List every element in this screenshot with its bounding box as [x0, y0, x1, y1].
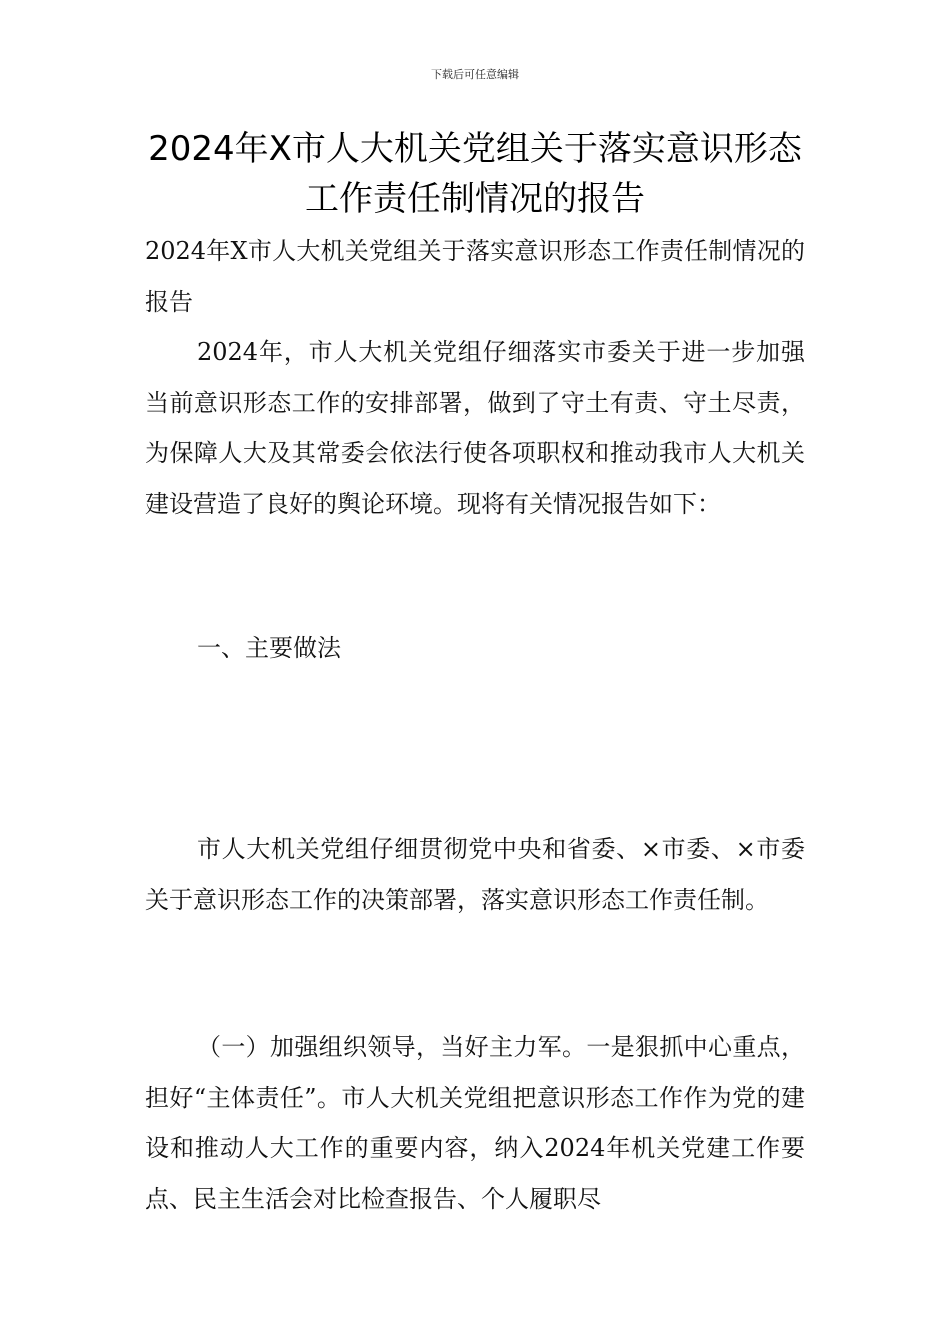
- header-note: 下载后可任意编辑: [431, 68, 519, 81]
- paragraph-organization: （一）加强组织领导，当好主力军。一是狠抓中心重点，担好“主体责任”。市人大机关党组把意识形态工作作为党的建设和推动人大工作的重要内容，纳入2024年机关党建工作要点、民主生活会对比检查报告、个人履职尽: [145, 1033, 805, 1213]
- document-subtitle: 2024年X市人大机关党组关于落实意识形态工作责任制情况的报告: [145, 237, 805, 316]
- intro-paragraph: 2024年，市人大机关党组仔细落实市委关于进一步加强当前意识形态工作的安排部署，做到了守土有责、守土尽责，为保障人大及其常委会依法行使各项职权和推动我市人大机关建设营造了良好的舆论环境。现将有关情况报告如下：: [145, 338, 805, 518]
- document-title: 2024年X市人大机关党组关于落实意识形态工作责任制情况的报告: [148, 129, 802, 219]
- section-heading: 一、主要做法: [197, 634, 341, 662]
- paragraph-responsibility: 市人大机关党组仔细贯彻党中央和省委、×市委、×市委关于意识形态工作的决策部署，落实意识形态工作责任制。: [145, 835, 805, 914]
